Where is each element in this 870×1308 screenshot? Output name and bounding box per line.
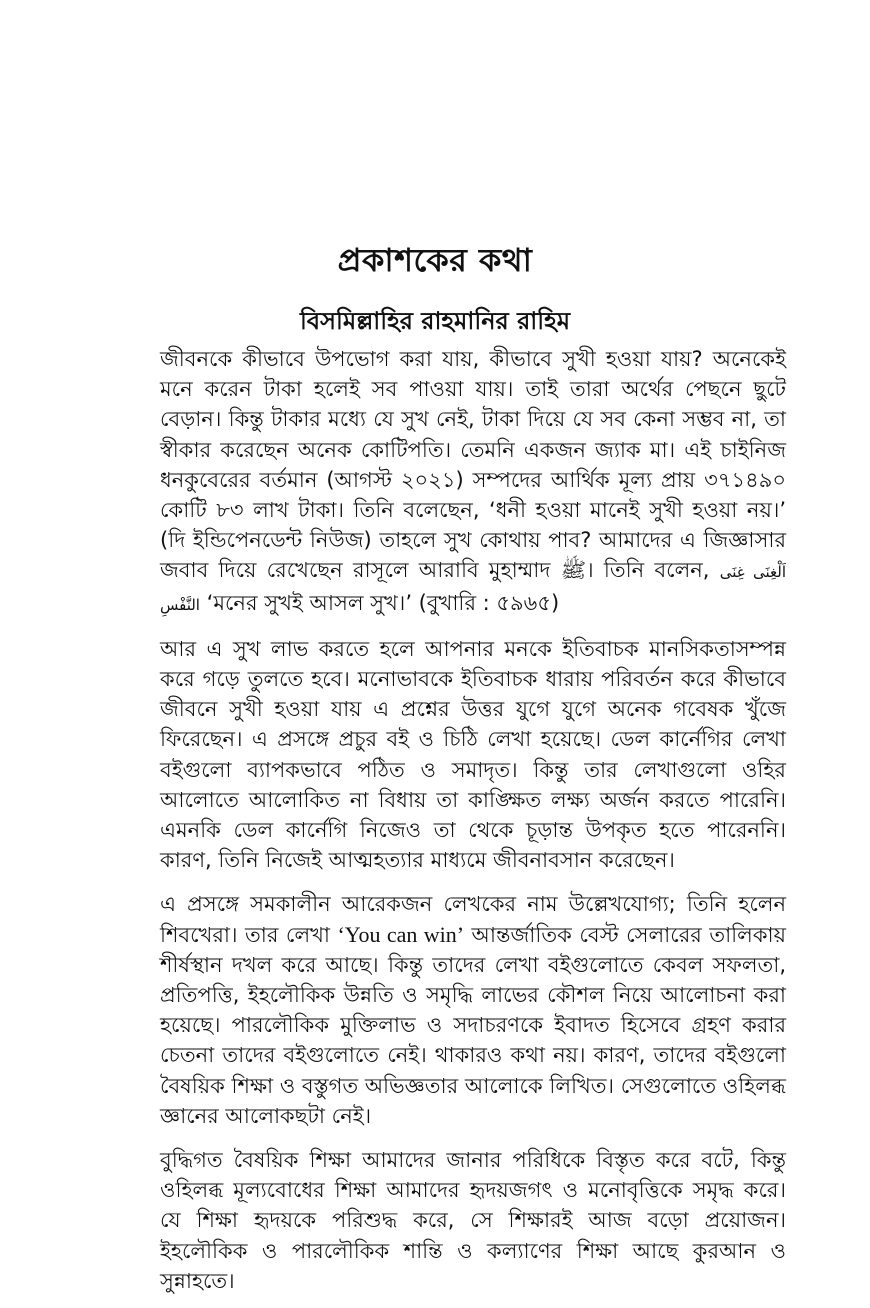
paragraph-1 — [160, 344, 786, 620]
book-title-latin: ‘You can win’ — [337, 921, 465, 947]
paragraph-3-text-a: এ প্রসঙ্গে সমকালীন আরেকজন লেখকের নাম উল্লেখযোগ্য; তিনি হলেন শিবখেরা। তার লেখা — [160, 892, 786, 947]
body-text — [160, 344, 786, 1308]
paragraph-3-text-b: আন্তর্জাতিক বেস্ট সেলারের তালিকায় শীর্ষস্থান দখল করে আছে। কিন্তু তাদের লেখা বইগুলোতে কেবল সফলতা, প্রতিপত্তি, ইহলৌকিক উন্নতি ও সমৃদ্ধি লাভের কৌশল নিয়ে আলোচনা করা হয়েছে। পারলৌকিক মুক্তিলাভ ও সদাচরণকে ইবাদত হিসেবে গ্রহণ করার চেতনা তাদের বইগুলোতে নেই। থাকারও কথা নয়। কারণ, তাদের বইগুলো বৈষয়িক শিক্ষা ও বস্তুগত অভিজ্ঞতার আলোকে লিখিত। সেগুলোতে ওহিলব্ধ জ্ঞানের আলোকছটা নেই। — [160, 922, 787, 1128]
paragraph-3 — [160, 889, 786, 1131]
paragraph-1-text-a: জীবনকে কীভাবে উপভোগ করা যায়, কীভাবে সুখী হওয়া যায়? অনেকেই মনে করেন টাকা হলেই সব পাওয়া যায়। তাই তারা অর্থের পেছনে ছুটে বেড়ান। কিন্তু টাকার মধ্যে যে সুখ নেই, টাকা দিয়ে যে সব কেনা সম্ভব না, তা স্বীকার করেছেন অনেক কোটিপতি। তেমনি একজন জ্যাক মা। এই চাইনিজ ধনকুবেরের বর্তমান (আগস্ট ২০২১) সম্পদের আর্থিক মূল্য প্রায় ৩৭১৪৯০ কোটি ৮৩ লাখ টাকা। তিনি বলেছেন, ‘ধনী হওয়া মানেই সুখী হওয়া নয়।’ (দি ইন্ডিপেনডেন্ট নিউজ) তাহলে সুখ কোথায় পাব? আমাদের এ জিজ্ঞাসার জবাব দিয়ে রেখেছেন রাসূলে আরাবি মুহাম্মাদ ﷺ। তিনি বলেন, — [160, 347, 786, 583]
bismillah-subtitle: বিসমিল্লাহির রাহমানির রাহিম — [299, 307, 571, 335]
paragraph-1-text-b: ‘মনের সুখই আসল সুখ।’ (বুখারি : ৫৯৬৫) — [199, 590, 560, 615]
paragraph-4: বুদ্ধিগত বৈষয়িক শিক্ষা আমাদের জানার পরিধিকে বিস্তৃত করে বটে, কিন্তু ওহিলব্ধ মূল্যবোধের শিক্ষা আমাদের হৃদয়জগৎ ও মনোবৃত্তিকে সমৃদ্ধ করে। যে শিক্ষা হৃদয়কে পরিশুদ্ধ করে, সে শিক্ষারই আজ বড়ো প্রয়োজন। ইহলৌকিক ও পারলৌকিক শান্তি ও কল্যাণের শিক্ষা আছে কুরআন ও সুন্নাহতে। — [160, 1148, 786, 1293]
paragraph-2: আর এ সুখ লাভ করতে হলে আপনার মনকে ইতিবাচক মানসিকতাসম্পন্ন করে গড়ে তুলতে হবে। মনোভাবকে ইতিবাচক ধারায় পরিবর্তন করে কীভাবে জীবনে সুখী হওয়া যায় এ প্রশ্নের উত্তর যুগে যুগে অনেক গবেষক খুঁজে ফিরেছেন। এ প্রসঙ্গে প্রচুর বই ও চিঠি লেখা হয়েছে। ডেল কার্নেগির লেখা বইগুলো ব্যাপকভাবে পঠিত ও সমাদৃত। কিন্তু তার লেখাগুলো ওহির আলোতে আলোকিত না বিধায় তা কাঙ্ক্ষিত লক্ষ্য অর্জন করতে পারেনি। এমনকি ডেল কার্নেগি নিজেও তা থেকে চূড়ান্ত উপকৃত হতে পারেননি। কারণ, তিনি নিজেই আত্মহত্যার মাধ্যমে জীবনাবসান করেছেন। — [160, 636, 786, 873]
arabic-quote: اَلْغِنَى غِنَى النَّفْسِ — [160, 563, 786, 614]
page-title: প্রকাশকের কথা — [337, 241, 533, 279]
